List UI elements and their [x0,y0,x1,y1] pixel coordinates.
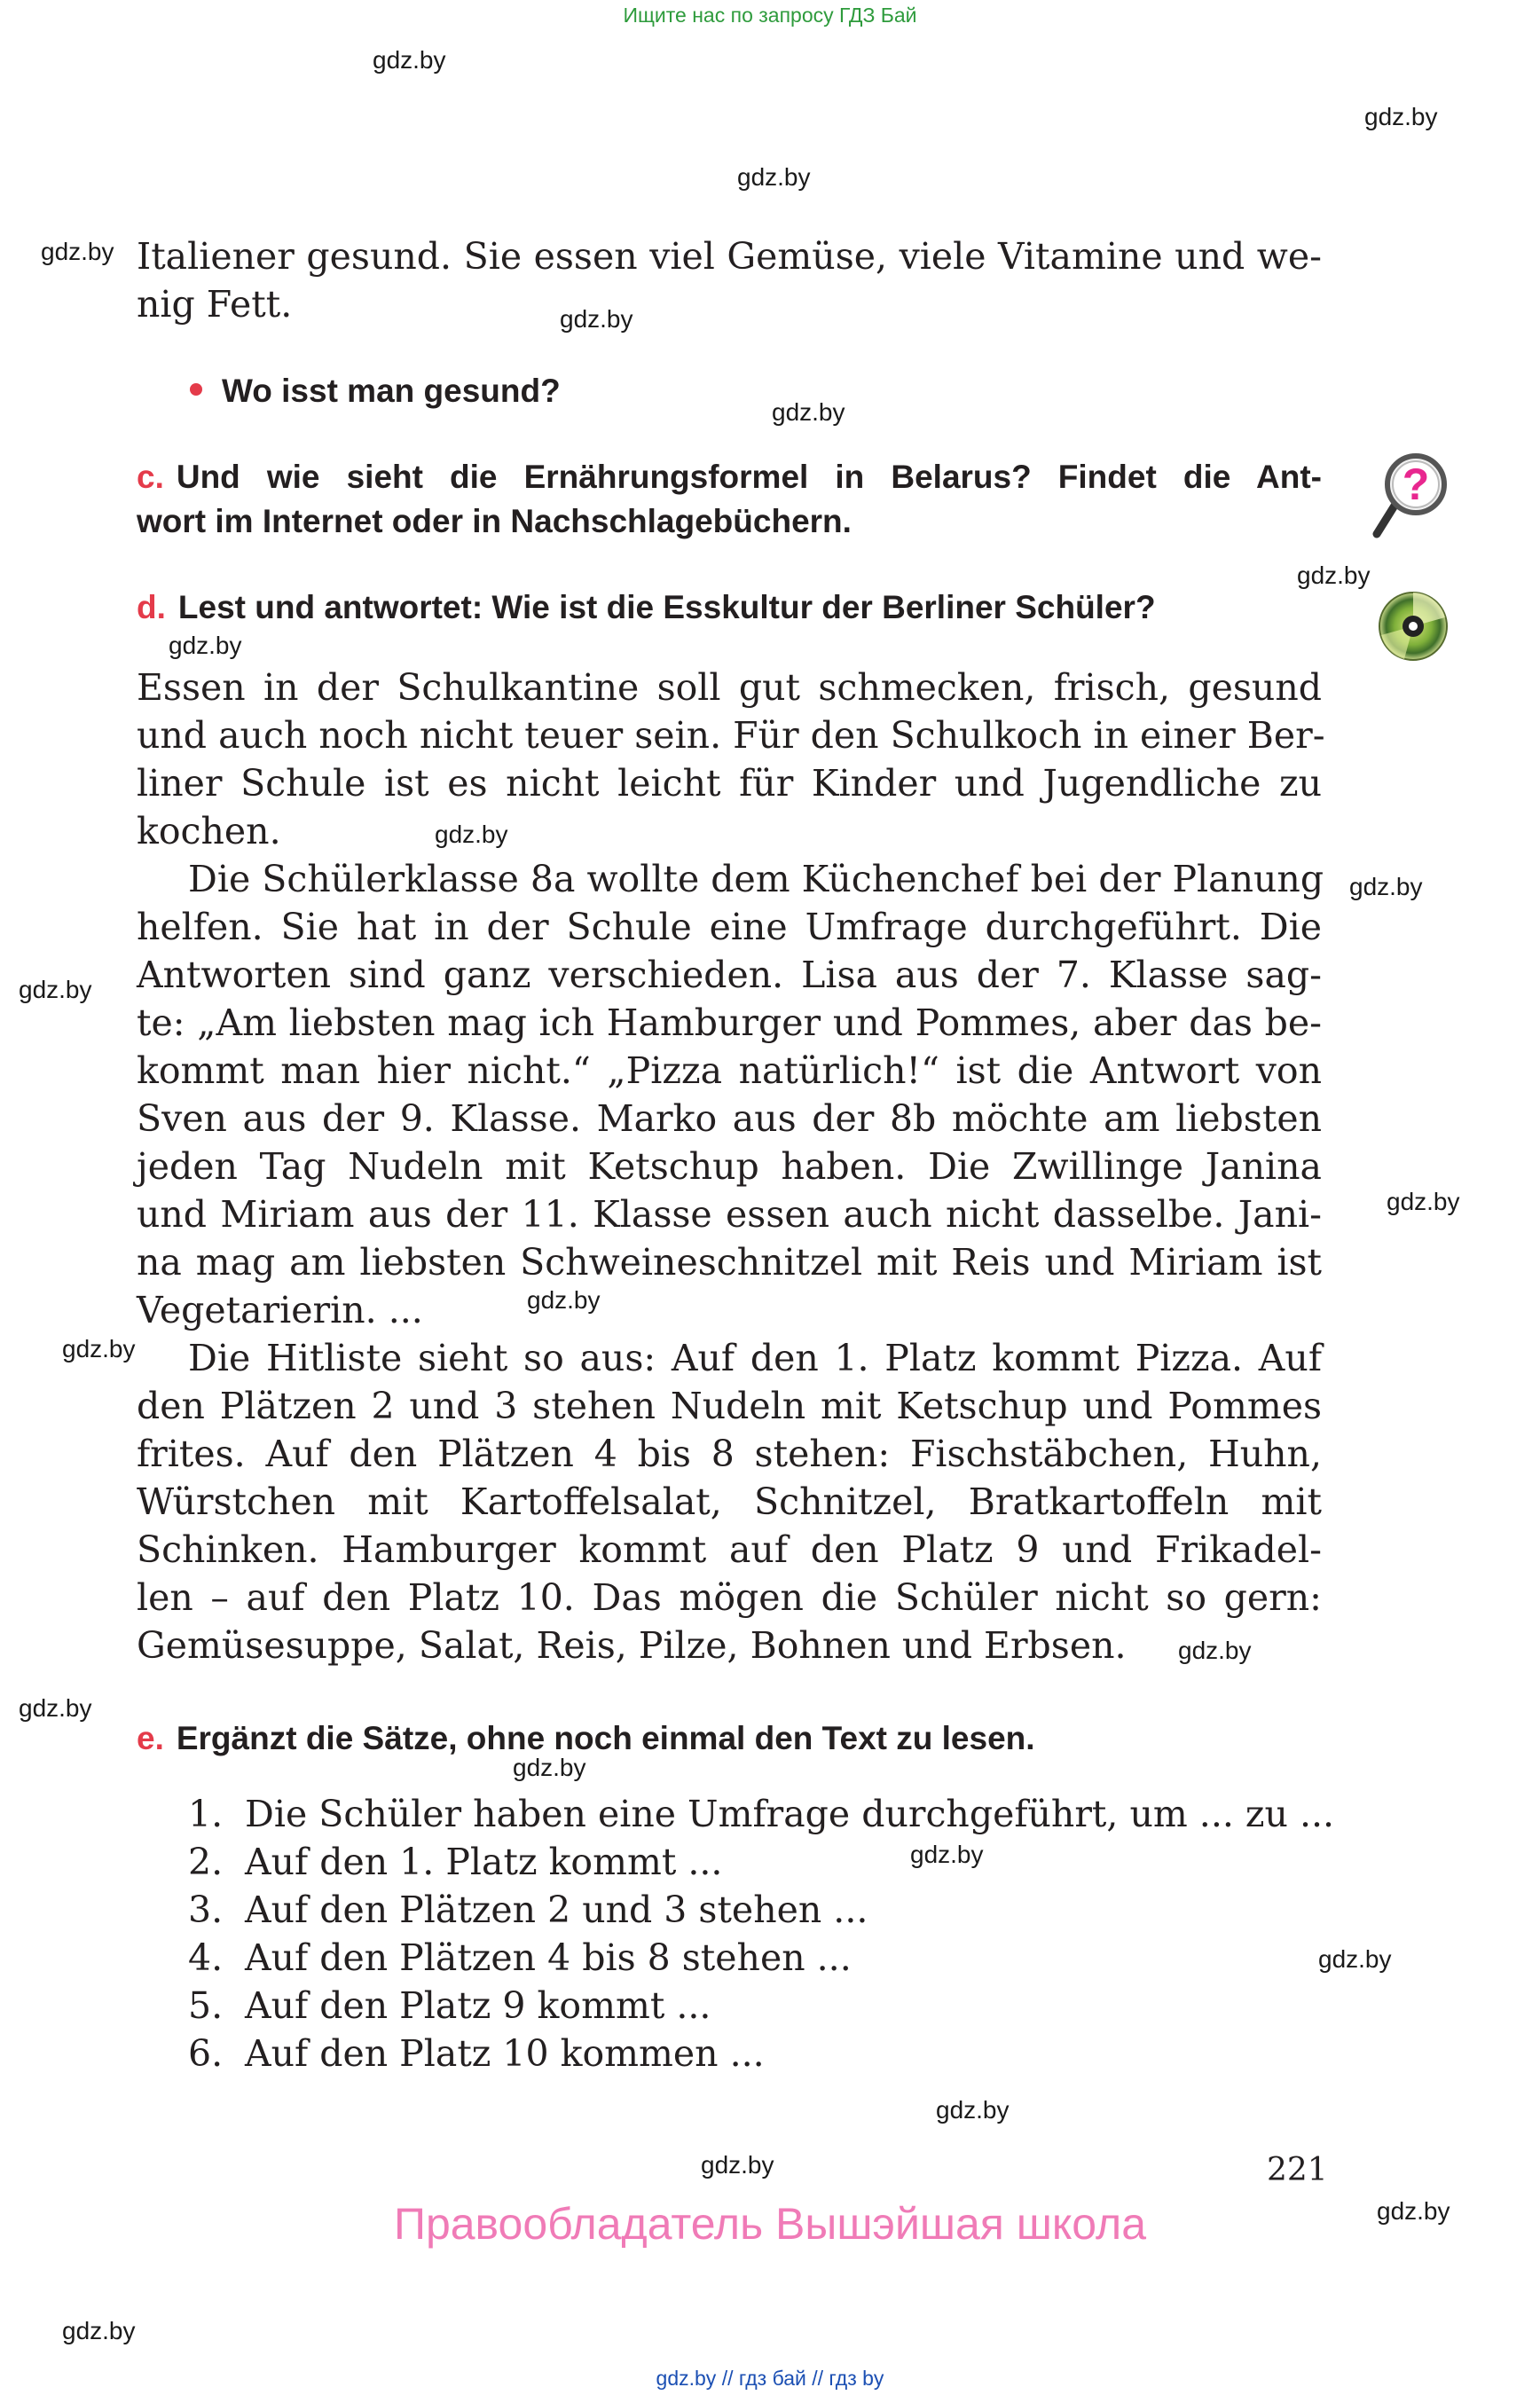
list-text: Die Schüler haben eine Umfrage durchgeführt, um ... zu ... [245,1793,1335,1835]
top-banner[interactable]: Ищите нас по запросу ГДЗ Бай [623,4,917,27]
watermark: gdz.by [19,1694,92,1722]
text-line: liner Schule ist es nicht leicht für Kinder und Jugendliche zu [137,762,1322,805]
watermark: gdz.by [19,976,92,1003]
task-text: Lest und antwortet: Wie ist die Esskultur der Berliner Schüler? [177,589,1156,625]
list-item [188,1982,1334,2030]
watermark: gdz.by [910,1841,984,1868]
text-line: Die Hitliste sieht so aus: Auf den 1. Platz kommt Pizza. Auf [188,1337,1322,1379]
page-number: 221 [1267,2152,1328,2188]
text-line: Essen in der Schulkantine soll gut schmecken, frisch, gesund [137,666,1322,709]
list-item [188,1790,1334,1838]
list-item [188,1838,1334,1886]
watermark: gdz.by [513,1754,586,1781]
list-item [188,1934,1334,1982]
text-line: Vegetarierin. ... [137,1289,423,1331]
text-line: na mag am liebsten Schweineschnitzel mit Reis und Miriam ist [137,1241,1322,1284]
watermark: gdz.by [62,1335,136,1362]
task-text: Ergänzt die Sätze, ohne noch einmal den Text zu lesen. [176,1720,1035,1756]
text-line: nig Fett. [137,283,293,326]
watermark: gdz.by [435,821,508,848]
copyright-notice: Правообладатель Вышэйшая школа [394,2199,1146,2249]
list-number: 2. [188,1841,224,1883]
watermark: gdz.by [373,46,446,74]
watermark: gdz.by [1349,873,1423,900]
text-line: Antworten sind ganz verschieden. Lisa aus der 7. Klasse sag- [137,954,1322,996]
text-line: Gemüsesuppe, Salat, Reis, Pilze, Bohnen und Erbsen. [137,1624,1127,1667]
text-line: Die Schülerklasse 8a wollte dem Küchenchef bei der Planung [188,858,1324,900]
cd-disc-icon [1378,591,1449,662]
bullet-question [190,369,561,413]
footer-links[interactable]: gdz.by // гдз бай // гдз by [656,2367,884,2390]
bullet-dot-icon [190,383,202,396]
list-number: 1. [188,1793,224,1835]
task-d [137,585,1156,630]
text-line: und Miriam aus der 11. Klasse essen auch nicht dasselbe. Jani- [137,1193,1322,1236]
text-line: len – auf den Platz 10. Das mögen die Schüler nicht so gern: [137,1576,1322,1619]
task-letter: d. [137,589,166,625]
paragraph-2 [137,855,1322,1334]
task-c [137,455,1322,544]
list-item [188,1886,1334,1934]
list-number: 6. [188,2032,224,2075]
watermark: gdz.by [560,305,633,333]
list-text: Auf den Plätzen 2 und 3 stehen ... [245,1889,868,1931]
text-line: Sven aus der 9. Klasse. Marko aus der 8b möchte am liebsten [137,1097,1322,1140]
watermark: gdz.by [701,2151,774,2179]
task-letter: c. [137,459,164,495]
watermark: gdz.by [737,163,811,191]
watermark: gdz.by [169,632,242,659]
watermark: gdz.by [41,238,114,265]
task-letter: e. [137,1720,164,1756]
watermark: gdz.by [772,398,845,426]
watermark: gdz.by [527,1286,601,1314]
list-text: Auf den Plätzen 4 bis 8 stehen ... [245,1936,852,1979]
task-text: Und wie sieht die Ernährungsformel in Belarus? Findet die Ant- [176,459,1322,495]
watermark: gdz.by [62,2317,136,2344]
text-line: Schinken. Hamburger kommt auf den Platz 9 und Frikadel- [137,1528,1322,1571]
list-number: 3. [188,1889,224,1931]
text-line: helfen. Sie hat in der Schule eine Umfrage durchgeführt. Die [137,906,1322,948]
text-line: Würstchen mit Kartoffelsalat, Schnitzel, Bratkartoffeln mit [137,1480,1322,1523]
watermark: gdz.by [1178,1637,1252,1664]
text-line: te: „Am liebsten mag ich Hamburger und Pommes, aber das be- [137,1001,1322,1044]
task-e [137,1716,1035,1761]
text-line: jeden Tag Nudeln mit Ketschup haben. Die Zwillinge Janina [137,1145,1322,1188]
list-number: 4. [188,1936,224,1979]
text-line: und auch noch nicht teuer sein. Für den Schulkoch in einer Ber- [137,714,1325,757]
watermark: gdz.by [1318,1945,1392,1973]
sentence-list [188,1790,1334,2077]
watermark: gdz.by [1377,2197,1450,2225]
watermark: gdz.by [1297,561,1371,589]
intro-paragraph [137,232,1322,328]
watermark: gdz.by [1364,103,1438,130]
list-item [188,2030,1334,2077]
list-text: Auf den Platz 10 kommen ... [245,2032,765,2075]
text-line: kochen. [137,810,281,852]
text-line: kommt man hier nicht.“ „Pizza natürlich!“ ist die Antwort von [137,1049,1322,1092]
text-line: Italiener gesund. Sie essen viel Gemüse, viele Vitamine und we- [137,235,1322,278]
bullet-text: Wo isst man gesund? [222,373,561,409]
list-number: 5. [188,1984,224,2027]
watermark: gdz.by [936,2096,1010,2124]
task-text: wort im Internet oder in Nachschlagebüchern. [137,503,852,539]
magnifier-question-icon [1370,451,1451,539]
paragraph-1 [137,664,1325,855]
list-text: Auf den 1. Platz kommt ... [245,1841,723,1883]
paragraph-3 [137,1334,1322,1669]
text-line: frites. Auf den Plätzen 4 bis 8 stehen: Fischstäbchen, Huhn, [137,1433,1322,1475]
watermark: gdz.by [1387,1188,1460,1215]
list-text: Auf den Platz 9 kommt ... [245,1984,711,2027]
svg-text:?: ? [1402,459,1430,509]
text-line: den Plätzen 2 und 3 stehen Nudeln mit Ketschup und Pommes [137,1385,1322,1427]
